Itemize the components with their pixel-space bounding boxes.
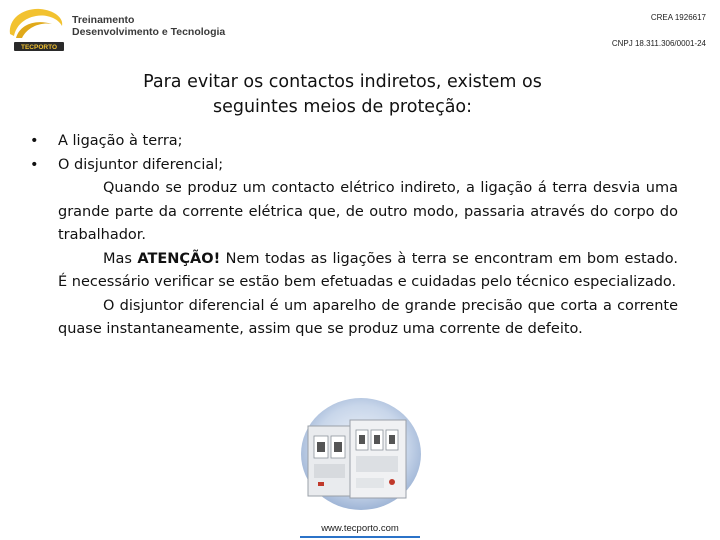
breaker-left-icon [308, 426, 352, 496]
svg-text:TECPORTO: TECPORTO [21, 44, 57, 51]
tecporto-logo [6, 4, 66, 54]
page-header [0, 0, 720, 60]
footer-website: www.tecporto.com [321, 523, 399, 534]
residual-current-breaker-image [298, 398, 424, 516]
slide-title [100, 70, 585, 120]
slide-title-line1: Para evitar os contactos indiretos, existem os [143, 72, 542, 92]
footer-rule [300, 536, 420, 538]
crea-number: CREA 1926617 [650, 13, 706, 22]
paragraph-breaker: O disjuntor diferencial é um aparelho de grande precisão que corta a corrente quase instantaneamente, assim que se produz uma corrente de defeito. [58, 297, 678, 337]
attention-text: Nem todas as ligações à terra se encontram em bom estado. É necessário verificar se estão bem efetuadas e cuidadas pelo técnico especializado. [58, 250, 679, 290]
slide-body [30, 130, 678, 342]
company-name [72, 14, 225, 38]
protection-list [30, 130, 678, 177]
breaker-right-icon [350, 420, 406, 498]
cnpj-number: CNPJ 18.311.306/0001-24 [611, 39, 706, 48]
list-item: • A ligação à terra; [30, 130, 678, 154]
paragraph-grounding: Quando se produz um contacto elétrico indireto, a ligação á terra desvia uma grande parte da corrente elétrica que, de outro modo, passaria através do corpo do trabalhador. [58, 180, 678, 243]
paragraph-attention [58, 248, 678, 295]
attention-warning: ATENÇÃO! [137, 250, 221, 267]
company-name-line1: Treinamento [72, 14, 135, 26]
attention-prefix: Mas [103, 250, 138, 267]
slide-title-line2: seguintes meios de proteção: [212, 97, 473, 117]
list-item: • O disjuntor diferencial; [30, 154, 678, 178]
company-name-line2: Desenvolvimento e Tecnologia [72, 26, 226, 38]
